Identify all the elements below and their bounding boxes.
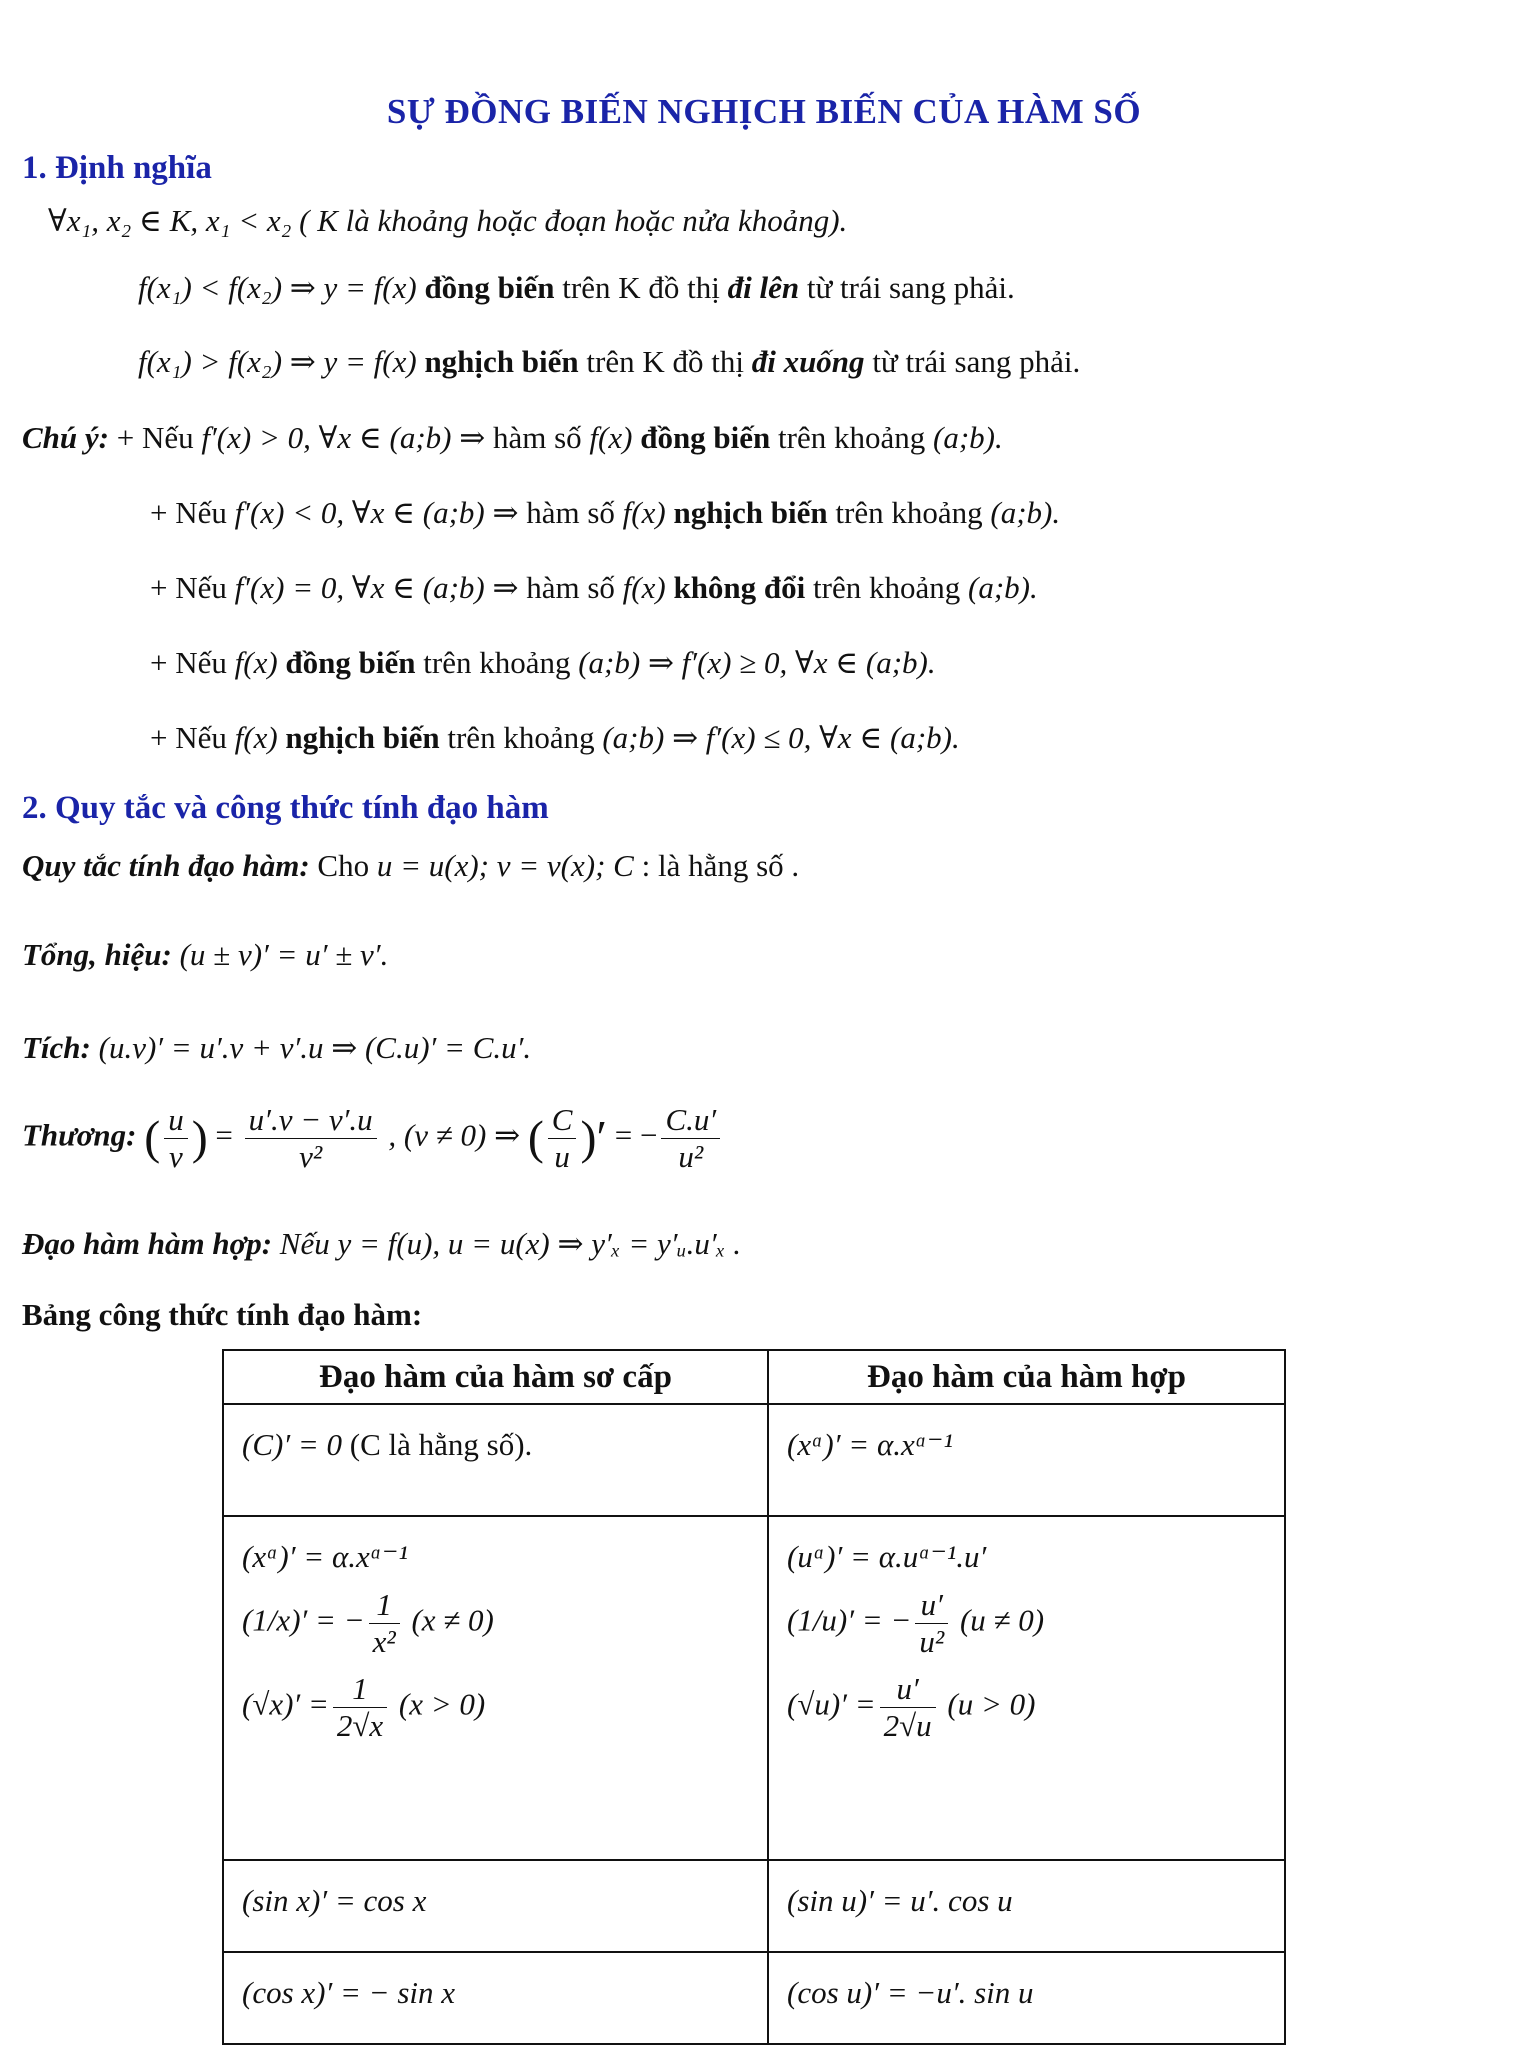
table-row xyxy=(223,1860,1285,1952)
table-cell: (xᵅ)′ = α.xᵅ⁻¹ xyxy=(768,1404,1285,1516)
chain-rule: Đạo hàm hàm hợp: Nếu y = f(u), u = u(x) ⇒ y′ₓ = y′ᵤ.u′ₓ . xyxy=(22,1226,741,1261)
note-item-4: + Nếu f(x) đồng biến trên khoảng (a;b) ⇒ f′(x) ≥ 0, ∀x ∈ (a;b). xyxy=(150,645,936,680)
definition-increasing: f(x₁) < f(x₂) ⇒ y = f(x) đồng biến trên K đồ thị đi lên từ trái sang phải. xyxy=(138,270,1015,305)
definition-premise: ∀x₁, x₂ ∈ K, x₁ < x₂ ( K là khoảng hoặc đoạn hoặc nửa khoảng). xyxy=(48,203,848,238)
sum-rule: Tổng, hiệu: (u ± v)′ = u′ ± v′. xyxy=(22,937,389,972)
note-label: Chú ý: xyxy=(22,420,109,455)
table-cell: (xᵅ)′ = α.xᵅ⁻¹ (1/x)′ = − $\frac{1}{\text{x²}}$ (x ≠ 0) (√x)′ = $\frac{1}{2√x}$ (x > 0) xyxy=(223,1516,768,1860)
note-item-1: Chú ý: + Nếu f′(x) > 0, ∀x ∈ (a;b) ⇒ hàm số f(x) đồng biến trên khoảng (a;b). xyxy=(22,420,1003,455)
table-row xyxy=(223,1952,1285,2044)
table-cell: (sin x)′ = cos x xyxy=(223,1860,768,1952)
note-item-2: + Nếu f′(x) < 0, ∀x ∈ (a;b) ⇒ hàm số f(x) nghịch biến trên khoảng (a;b). xyxy=(150,495,1061,530)
quotient-rule: Thương: ( $\frac{u}{v}$ ) = $\frac{u'.v - v'.u}{\text{v²}}$ , (v ≠ 0) ⇒ ( $\frac{C}{u}$ )′ = − $\frac{C.u'}{\text{u²}}$ xyxy=(22,1102,724,1174)
section-1-heading: 1. Định nghĩa xyxy=(22,150,212,186)
table-row xyxy=(223,1516,1285,1860)
header-elementary: Đạo hàm của hàm sơ cấp xyxy=(223,1350,768,1404)
note-item-5: + Nếu f(x) nghịch biến trên khoảng (a;b) ⇒ f′(x) ≤ 0, ∀x ∈ (a;b). xyxy=(150,720,960,755)
header-composite: Đạo hàm của hàm hợp xyxy=(768,1350,1285,1404)
table-cell: (uᵅ)′ = α.uᵅ⁻¹.u′ (1/u)′ = − $\frac{u'}{\text{u²}}$ (u ≠ 0) (√u)′ = $\frac{u'}{2√u}$ (u > 0) xyxy=(768,1516,1285,1860)
table-header-row xyxy=(223,1350,1285,1404)
table-cell: (sin u)′ = u′. cos u xyxy=(768,1860,1285,1952)
table-row xyxy=(223,1404,1285,1516)
section-2-heading: 2. Quy tắc và công thức tính đạo hàm xyxy=(22,790,549,826)
derivative-table xyxy=(222,1349,1286,2045)
table-label: Bảng công thức tính đạo hàm: xyxy=(22,1297,423,1332)
note-item-3: + Nếu f′(x) = 0, ∀x ∈ (a;b) ⇒ hàm số f(x) không đổi trên khoảng (a;b). xyxy=(150,570,1038,605)
table-cell: (C)′ = 0 (C là hằng số). xyxy=(223,1404,768,1516)
page-title: SỰ ĐỒNG BIẾN NGHỊCH BIẾN CỦA HÀM SỐ xyxy=(386,92,1142,131)
table-cell: (cos u)′ = −u′. sin u xyxy=(768,1952,1285,2044)
product-rule: Tích: (u.v)′ = u′.v + v′.u ⇒ (C.u)′ = C.u′. xyxy=(22,1030,532,1065)
table-cell: (cos x)′ = − sin x xyxy=(223,1952,768,2044)
derivative-rule: Quy tắc tính đạo hàm: Cho u = u(x); v = v(x); C : là hằng số . xyxy=(22,848,800,883)
definition-decreasing: f(x₁) > f(x₂) ⇒ y = f(x) nghịch biến trên K đồ thị đi xuống từ trái sang phải. xyxy=(138,344,1081,379)
